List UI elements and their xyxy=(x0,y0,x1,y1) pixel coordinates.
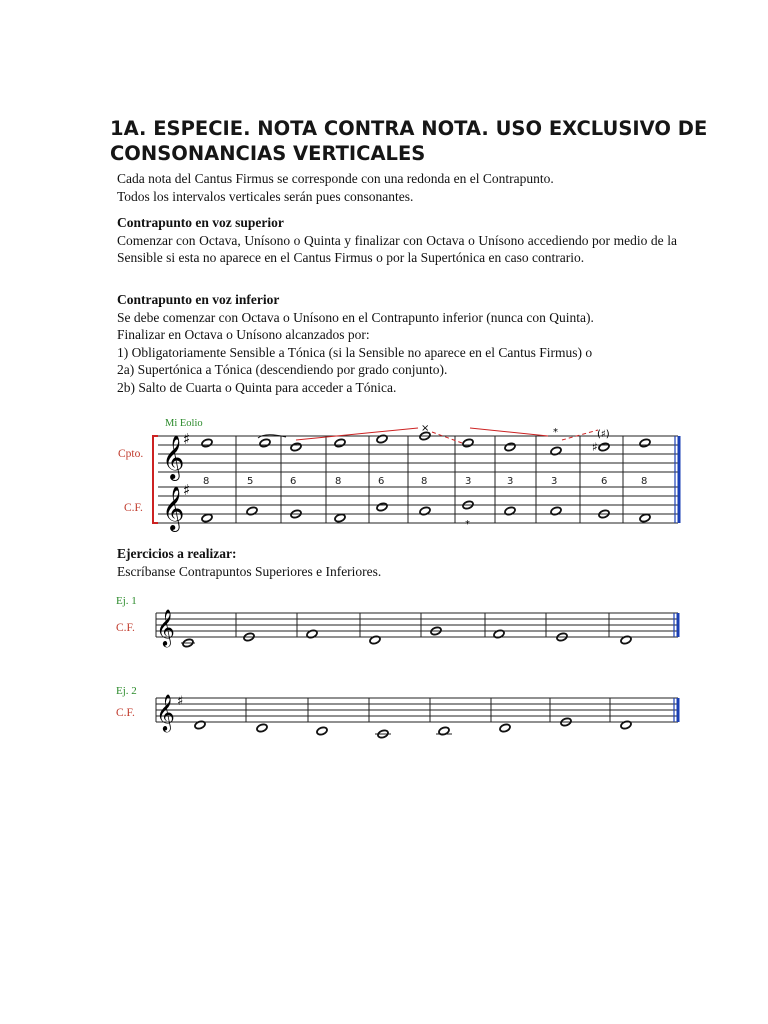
exercise-2-staff-label: C.F. xyxy=(116,707,135,719)
exercise-2-label: Ej. 2 xyxy=(116,685,137,697)
inferior-line-1: Se debe comenzar con Octava o Unísono en el Contrapunto inferior (nunca con Quinta). xyxy=(117,309,594,325)
sharp-icon: ♯ xyxy=(592,440,598,454)
whole-note xyxy=(334,438,346,448)
intro-line-1: Cada nota del Cantus Firmus se corresponde con una redonda en el Contrapunto. xyxy=(117,171,554,186)
treble-clef-icon: 𝄞 xyxy=(156,608,175,646)
interval-label: 6 xyxy=(601,476,608,487)
inferior-line-4: 2a) Supertónica a Tónica (descendiendo por grado conjunto). xyxy=(117,362,448,377)
sharp-icon: ♯ xyxy=(183,481,191,499)
inferior-line-2: Finalizar en Octava o Unísono alcanzados por: xyxy=(117,327,370,342)
whole-note xyxy=(598,442,610,452)
accidental-label: (♯) xyxy=(597,429,610,440)
superior-heading: Contrapunto en voz superior xyxy=(117,215,284,230)
contour-line xyxy=(470,428,548,436)
interval-label: 6 xyxy=(378,476,385,487)
exercise-1-staff-label: C.F. xyxy=(116,622,135,634)
whole-note xyxy=(639,438,651,448)
sharp-icon: ♯ xyxy=(177,694,184,709)
exercise-2-notes xyxy=(194,717,632,739)
exercise-1-staff xyxy=(156,613,678,637)
whole-note xyxy=(290,442,302,452)
cantus-firmus-notes xyxy=(201,500,651,523)
whole-note xyxy=(504,442,516,452)
mark-star: * xyxy=(553,427,558,438)
mark-x: × xyxy=(421,423,430,434)
interval-label: 5 xyxy=(247,476,254,487)
exercise-2-staff xyxy=(156,698,678,722)
whole-note xyxy=(639,513,651,523)
exercises-heading: Ejercicios a realizar: xyxy=(117,546,237,561)
mode-label: Mi Eolio xyxy=(165,418,203,429)
interval-label: 8 xyxy=(335,476,342,487)
interval-label: 3 xyxy=(465,476,472,487)
whole-note xyxy=(462,438,474,448)
interval-label: 8 xyxy=(421,476,428,487)
superior-text: Comenzar con Octava, Unísono o Quinta y finalizar con Octava o Unísono accediendo por medio de la Sensible si esta no aparece en el Cantus Firmus o por la Supertónica en caso contrario. xyxy=(117,232,677,265)
whole-note xyxy=(376,502,388,512)
exercise-2-score xyxy=(116,685,678,739)
whole-note xyxy=(259,438,271,448)
system-bracket xyxy=(153,436,158,523)
treble-clef-icon: 𝄞 xyxy=(162,435,185,479)
interval-label: 8 xyxy=(203,476,210,487)
contour-line-dashed xyxy=(432,432,462,443)
treble-clef-icon: 𝄞 xyxy=(156,693,175,731)
whole-note xyxy=(201,513,213,523)
interval-numbers xyxy=(203,476,647,487)
contour-line xyxy=(296,428,418,440)
example-score xyxy=(118,418,679,532)
inferior-line-5: 2b) Salto de Cuarta o Quinta para acceder a Tónica. xyxy=(117,379,397,395)
whole-note xyxy=(256,723,268,733)
lower-staff-label: C.F. xyxy=(124,502,143,514)
whole-note xyxy=(334,513,346,523)
intro-line-2: Todos los intervalos verticales serán pues consonantes. xyxy=(117,188,414,204)
sharp-icon: ♯ xyxy=(183,430,191,448)
exercise-1-score xyxy=(116,595,678,648)
inferior-heading: Contrapunto en voz inferior xyxy=(117,292,280,307)
mark-star: * xyxy=(465,519,470,530)
whole-note xyxy=(499,723,511,733)
interval-label: 3 xyxy=(551,476,558,487)
interval-label: 3 xyxy=(507,476,514,487)
interval-label: 6 xyxy=(290,476,297,487)
exercises-text: Escríbanse Contrapuntos Superiores e Inferiores. xyxy=(117,563,382,579)
upper-staff-label: Cpto. xyxy=(118,448,144,460)
whole-note xyxy=(316,726,328,736)
treble-clef-icon: 𝄞 xyxy=(162,486,185,530)
exercise-1-label: Ej. 1 xyxy=(116,595,137,607)
interval-label: 8 xyxy=(641,476,648,487)
inferior-line-3: 1) Obligatoriamente Sensible a Tónica (si la Sensible no aparece en el Cantus Firmus) o xyxy=(117,344,593,360)
whole-note xyxy=(201,438,213,448)
title-line-2: CONSONANCIAS VERTICALES xyxy=(110,142,426,165)
title-line-1: 1A. ESPECIE. NOTA CONTRA NOTA. USO EXCLUSIVO DE xyxy=(110,117,708,140)
